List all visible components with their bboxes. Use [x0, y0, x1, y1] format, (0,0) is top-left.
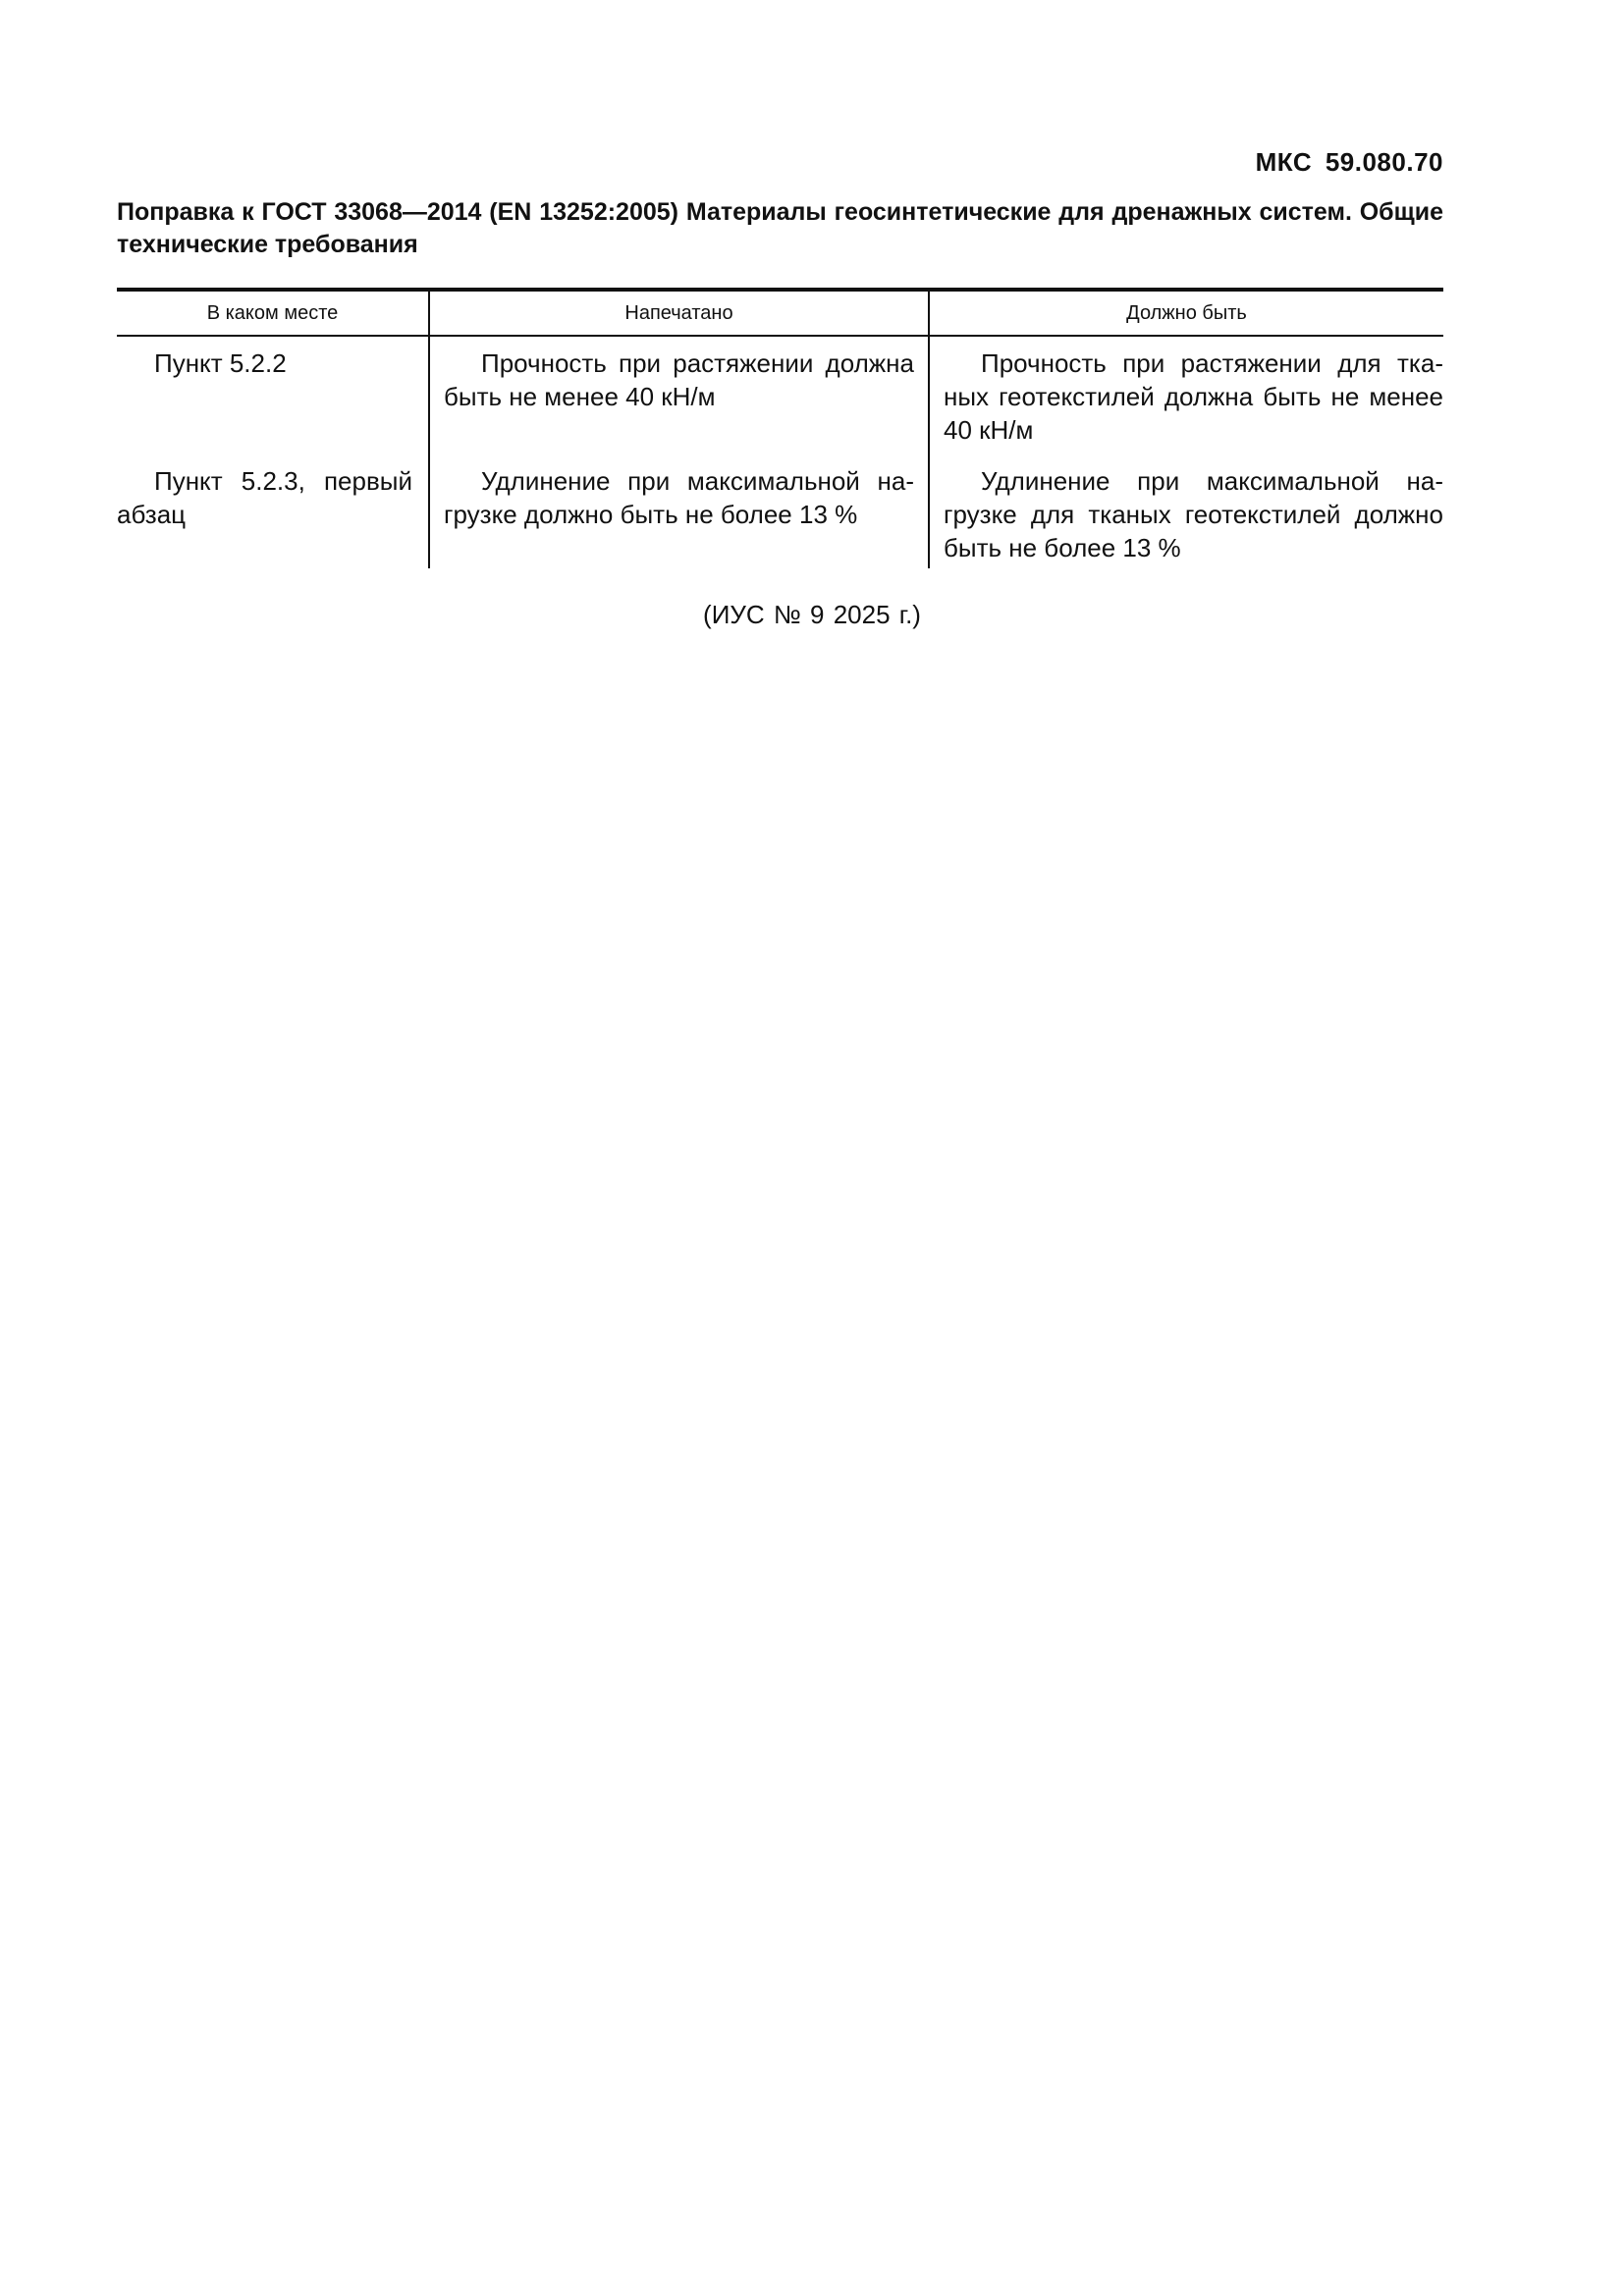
printed-cell: [429, 336, 929, 464]
correct-cell: [929, 464, 1443, 568]
document-title: Поправка к ГОСТ 33068—2014 (EN 13252:2005) Материалы геосинтетические для дренажных систем. Общие технические требования: [117, 198, 1443, 258]
table-body: [117, 336, 1443, 568]
location-text: Пункт 5.2.2: [154, 348, 287, 378]
printed-cell: [429, 464, 929, 568]
classification-code: МКС 59.080.70: [1255, 147, 1443, 177]
corrections-table: [117, 288, 1443, 568]
printed-text: Удлинение при максимальной нагрузке должно быть не более 13 %: [444, 466, 914, 529]
column-header-location: В каком месте: [117, 290, 429, 336]
printed-text: Прочность при растяжении должна быть не менее 40 кН/м: [444, 348, 914, 411]
correct-text: Удлинение при максимальной нагрузке для тканых геотекстилей должно быть не более 13 %: [944, 466, 1443, 562]
column-header-correct: Должно быть: [929, 290, 1443, 336]
column-header-printed: Напечатано: [429, 290, 929, 336]
table-header: [117, 290, 1443, 336]
location-cell: [117, 336, 429, 464]
table-header-row: [117, 290, 1443, 336]
publication-source: (ИУС № 9 2025 г.): [703, 600, 921, 629]
correct-cell: [929, 336, 1443, 464]
table-row: [117, 464, 1443, 568]
correct-text: Прочность при растяжении для тканых геотекстилей должна быть не менее 40 кН/м: [944, 348, 1443, 445]
location-text: Пункт 5.2.3, первый абзац: [117, 466, 412, 529]
table-row: [117, 336, 1443, 464]
location-cell: [117, 464, 429, 568]
corrections-table-container: [117, 288, 1443, 568]
